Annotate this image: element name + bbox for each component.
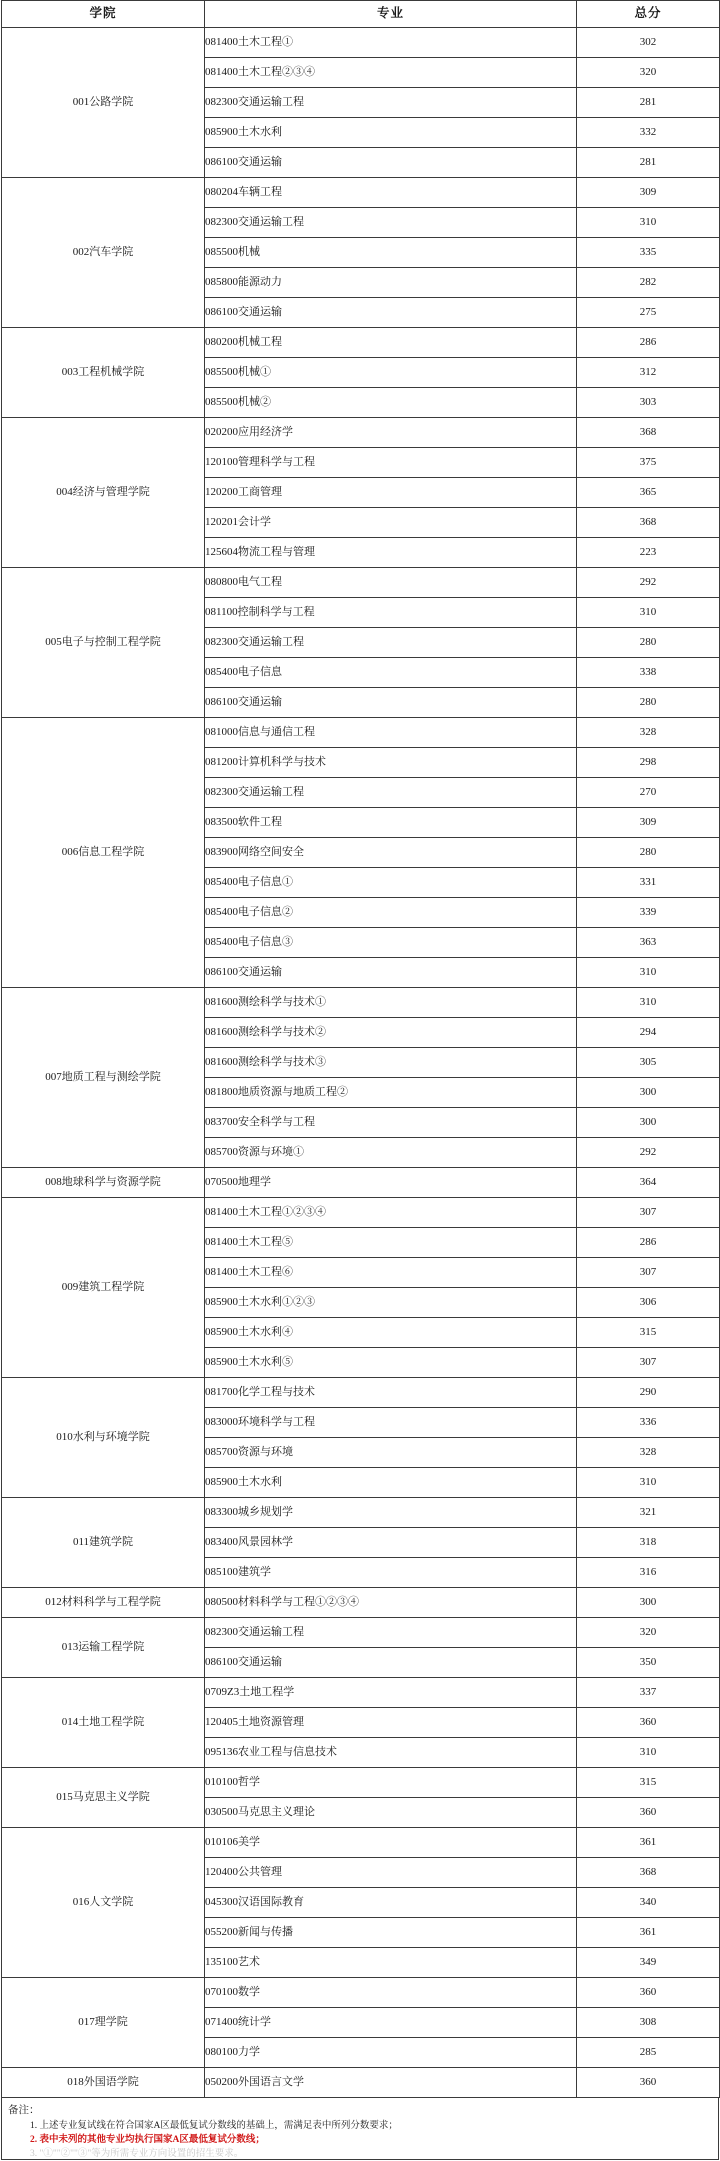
table-row	[2, 1978, 720, 2008]
major-name-cell: 085700资源与环境①	[205, 1138, 577, 1168]
college-name-cell: 009建筑工程学院	[2, 1198, 205, 1378]
total-score-cell: 368	[577, 1858, 720, 1888]
major-name-cell: 081600测绘科学与技术②	[205, 1018, 577, 1048]
college-name-cell: 004经济与管理学院	[2, 418, 205, 568]
total-score-cell: 340	[577, 1888, 720, 1918]
table-row	[2, 328, 720, 358]
major-name-cell: 082300交通运输工程	[205, 628, 577, 658]
total-score-cell: 331	[577, 868, 720, 898]
major-name-cell: 085400电子信息②	[205, 898, 577, 928]
table-row	[2, 1378, 720, 1408]
total-score-cell: 310	[577, 988, 720, 1018]
total-score-cell: 361	[577, 1828, 720, 1858]
notes-title: 备注：	[8, 2105, 40, 2116]
total-score-cell: 298	[577, 748, 720, 778]
total-score-cell: 281	[577, 88, 720, 118]
total-score-cell: 335	[577, 238, 720, 268]
table-row	[2, 1168, 720, 1198]
major-name-cell: 081100控制科学与工程	[205, 598, 577, 628]
major-name-cell: 071400统计学	[205, 2008, 577, 2038]
total-score-cell: 307	[577, 1198, 720, 1228]
major-name-cell: 080100力学	[205, 2038, 577, 2068]
major-name-cell: 085100建筑学	[205, 1558, 577, 1588]
table-row	[2, 2068, 720, 2098]
column-header-college: 学院	[2, 1, 205, 28]
total-score-cell: 310	[577, 1738, 720, 1768]
major-name-cell: 082300交通运输工程	[205, 208, 577, 238]
major-name-cell: 120200工商管理	[205, 478, 577, 508]
total-score-cell: 328	[577, 1438, 720, 1468]
total-score-cell: 337	[577, 1678, 720, 1708]
college-name-cell: 006信息工程学院	[2, 718, 205, 988]
total-score-cell: 309	[577, 178, 720, 208]
major-name-cell: 085500机械①	[205, 358, 577, 388]
total-score-cell: 300	[577, 1078, 720, 1108]
major-name-cell: 120201会计学	[205, 508, 577, 538]
major-name-cell: 080500材料科学与工程①②③④	[205, 1588, 577, 1618]
college-name-cell: 007地质工程与测绘学院	[2, 988, 205, 1168]
total-score-cell: 320	[577, 1618, 720, 1648]
total-score-cell: 364	[577, 1168, 720, 1198]
major-name-cell: 082300交通运输工程	[205, 1618, 577, 1648]
college-name-cell: 014土地工程学院	[2, 1678, 205, 1768]
total-score-cell: 338	[577, 658, 720, 688]
major-name-cell: 085900土木水利④	[205, 1318, 577, 1348]
major-name-cell: 070500地理学	[205, 1168, 577, 1198]
total-score-cell: 280	[577, 628, 720, 658]
college-name-cell: 013运输工程学院	[2, 1618, 205, 1678]
total-score-cell: 223	[577, 538, 720, 568]
total-score-cell: 310	[577, 958, 720, 988]
total-score-cell: 286	[577, 1228, 720, 1258]
total-score-cell: 300	[577, 1108, 720, 1138]
total-score-cell: 281	[577, 148, 720, 178]
college-name-cell: 016人文学院	[2, 1828, 205, 1978]
major-name-cell: 083000环境科学与工程	[205, 1408, 577, 1438]
total-score-cell: 290	[577, 1378, 720, 1408]
column-header-major: 专业	[205, 1, 577, 28]
total-score-cell: 309	[577, 808, 720, 838]
note-item: 2. 表中未列的其他专业均执行国家A区最低复试分数线；	[30, 2134, 265, 2145]
major-name-cell: 081200计算机科学与技术	[205, 748, 577, 778]
major-name-cell: 080800电气工程	[205, 568, 577, 598]
major-name-cell: 082300交通运输工程	[205, 88, 577, 118]
table-row	[2, 178, 720, 208]
table-row	[2, 1678, 720, 1708]
table-row	[2, 418, 720, 448]
major-name-cell: 050200外国语言文学	[205, 2068, 577, 2098]
major-name-cell: 125604物流工程与管理	[205, 538, 577, 568]
major-name-cell: 030500马克思主义理论	[205, 1798, 577, 1828]
major-name-cell: 085900土木水利①②③	[205, 1288, 577, 1318]
major-name-cell: 086100交通运输	[205, 148, 577, 178]
total-score-cell: 360	[577, 1978, 720, 2008]
total-score-cell: 332	[577, 118, 720, 148]
major-name-cell: 081400土木工程①②③④	[205, 1198, 577, 1228]
major-name-cell: 086100交通运输	[205, 1648, 577, 1678]
total-score-cell: 307	[577, 1258, 720, 1288]
major-name-cell: 081800地质资源与地质工程②	[205, 1078, 577, 1108]
total-score-cell: 310	[577, 598, 720, 628]
notes-list	[8, 2120, 712, 2159]
major-name-cell: 070100数学	[205, 1978, 577, 2008]
major-name-cell: 083900网络空间安全	[205, 838, 577, 868]
college-name-cell: 018外国语学院	[2, 2068, 205, 2098]
admission-score-table	[1, 0, 720, 2098]
college-name-cell: 012材料科学与工程学院	[2, 1588, 205, 1618]
total-score-cell: 368	[577, 418, 720, 448]
major-name-cell: 085400电子信息①	[205, 868, 577, 898]
major-name-cell: 010100哲学	[205, 1768, 577, 1798]
total-score-cell: 365	[577, 478, 720, 508]
total-score-cell: 349	[577, 1948, 720, 1978]
major-name-cell: 081700化学工程与技术	[205, 1378, 577, 1408]
total-score-cell: 350	[577, 1648, 720, 1678]
major-name-cell: 080204车辆工程	[205, 178, 577, 208]
total-score-cell: 368	[577, 508, 720, 538]
total-score-cell: 321	[577, 1498, 720, 1528]
table-row	[2, 1198, 720, 1228]
major-name-cell: 082300交通运输工程	[205, 778, 577, 808]
major-name-cell: 135100艺术	[205, 1948, 577, 1978]
total-score-cell: 361	[577, 1918, 720, 1948]
total-score-cell: 285	[577, 2038, 720, 2068]
major-name-cell: 083700安全科学与工程	[205, 1108, 577, 1138]
total-score-cell: 328	[577, 718, 720, 748]
total-score-cell: 305	[577, 1048, 720, 1078]
major-name-cell: 081400土木工程⑤	[205, 1228, 577, 1258]
college-name-cell: 015马克思主义学院	[2, 1768, 205, 1828]
total-score-cell: 360	[577, 2068, 720, 2098]
total-score-cell: 286	[577, 328, 720, 358]
major-name-cell: 085800能源动力	[205, 268, 577, 298]
table-row	[2, 28, 720, 58]
major-name-cell: 020200应用经济学	[205, 418, 577, 448]
note-item: 1. 上述专业复试线在符合国家A区最低复试分数线的基础上，需满足表中所列分数要求；	[30, 2121, 398, 2131]
major-name-cell: 081400土木工程②③④	[205, 58, 577, 88]
major-name-cell: 120405土地资源管理	[205, 1708, 577, 1738]
total-score-cell: 315	[577, 1318, 720, 1348]
total-score-cell: 310	[577, 208, 720, 238]
total-score-cell: 292	[577, 568, 720, 598]
total-score-cell: 270	[577, 778, 720, 808]
college-name-cell: 017理学院	[2, 1978, 205, 2068]
note-item: 3. "①""②""③"等为所需专业方向设置的招生要求。	[30, 2148, 244, 2159]
table-row	[2, 1768, 720, 1798]
major-name-cell: 081400土木工程①	[205, 28, 577, 58]
college-name-cell: 003工程机械学院	[2, 328, 205, 418]
major-name-cell: 085900土木水利	[205, 1468, 577, 1498]
college-name-cell: 011建筑学院	[2, 1498, 205, 1588]
total-score-cell: 312	[577, 358, 720, 388]
major-name-cell: 085400电子信息	[205, 658, 577, 688]
major-name-cell: 120100管理科学与工程	[205, 448, 577, 478]
college-name-cell: 002汽车学院	[2, 178, 205, 328]
major-name-cell: 080200机械工程	[205, 328, 577, 358]
major-name-cell: 081600测绘科学与技术①	[205, 988, 577, 1018]
total-score-cell: 316	[577, 1558, 720, 1588]
college-name-cell: 008地球科学与资源学院	[2, 1168, 205, 1198]
total-score-cell: 292	[577, 1138, 720, 1168]
table-header-row	[2, 1, 720, 28]
major-name-cell: 055200新闻与传播	[205, 1918, 577, 1948]
total-score-cell: 280	[577, 688, 720, 718]
table-body	[2, 28, 720, 2098]
major-name-cell: 083300城乡规划学	[205, 1498, 577, 1528]
major-name-cell: 095136农业工程与信息技术	[205, 1738, 577, 1768]
total-score-cell: 310	[577, 1468, 720, 1498]
total-score-cell: 375	[577, 448, 720, 478]
total-score-cell: 339	[577, 898, 720, 928]
major-name-cell: 085500机械	[205, 238, 577, 268]
major-name-cell: 083500软件工程	[205, 808, 577, 838]
total-score-cell: 306	[577, 1288, 720, 1318]
table-row	[2, 1618, 720, 1648]
major-name-cell: 085500机械②	[205, 388, 577, 418]
major-name-cell: 085900土木水利⑤	[205, 1348, 577, 1378]
table-row	[2, 718, 720, 748]
table-row	[2, 1828, 720, 1858]
major-name-cell: 081400土木工程⑥	[205, 1258, 577, 1288]
major-name-cell: 120400公共管理	[205, 1858, 577, 1888]
total-score-cell: 280	[577, 838, 720, 868]
college-name-cell: 001公路学院	[2, 28, 205, 178]
table-header	[2, 1, 720, 28]
college-name-cell: 005电子与控制工程学院	[2, 568, 205, 718]
notes-section	[1, 2098, 719, 2160]
major-name-cell: 086100交通运输	[205, 298, 577, 328]
total-score-cell: 318	[577, 1528, 720, 1558]
total-score-cell: 307	[577, 1348, 720, 1378]
major-name-cell: 086100交通运输	[205, 688, 577, 718]
total-score-cell: 308	[577, 2008, 720, 2038]
major-name-cell: 085900土木水利	[205, 118, 577, 148]
major-name-cell: 045300汉语国际教育	[205, 1888, 577, 1918]
total-score-cell: 315	[577, 1768, 720, 1798]
major-name-cell: 085400电子信息③	[205, 928, 577, 958]
major-name-cell: 0709Z3土地工程学	[205, 1678, 577, 1708]
major-name-cell: 081600测绘科学与技术③	[205, 1048, 577, 1078]
college-name-cell: 010水利与环境学院	[2, 1378, 205, 1498]
major-name-cell: 083400风景园林学	[205, 1528, 577, 1558]
total-score-cell: 363	[577, 928, 720, 958]
total-score-cell: 282	[577, 268, 720, 298]
major-name-cell: 010106美学	[205, 1828, 577, 1858]
table-row	[2, 1498, 720, 1528]
major-name-cell: 081000信息与通信工程	[205, 718, 577, 748]
table-row	[2, 568, 720, 598]
total-score-cell: 336	[577, 1408, 720, 1438]
total-score-cell: 360	[577, 1798, 720, 1828]
total-score-cell: 303	[577, 388, 720, 418]
total-score-cell: 294	[577, 1018, 720, 1048]
table-row	[2, 1588, 720, 1618]
total-score-cell: 320	[577, 58, 720, 88]
major-name-cell: 086100交通运输	[205, 958, 577, 988]
major-name-cell: 085700资源与环境	[205, 1438, 577, 1468]
total-score-cell: 360	[577, 1708, 720, 1738]
total-score-cell: 302	[577, 28, 720, 58]
total-score-cell: 300	[577, 1588, 720, 1618]
total-score-cell: 275	[577, 298, 720, 328]
table-row	[2, 988, 720, 1018]
column-header-score: 总分	[577, 1, 720, 28]
